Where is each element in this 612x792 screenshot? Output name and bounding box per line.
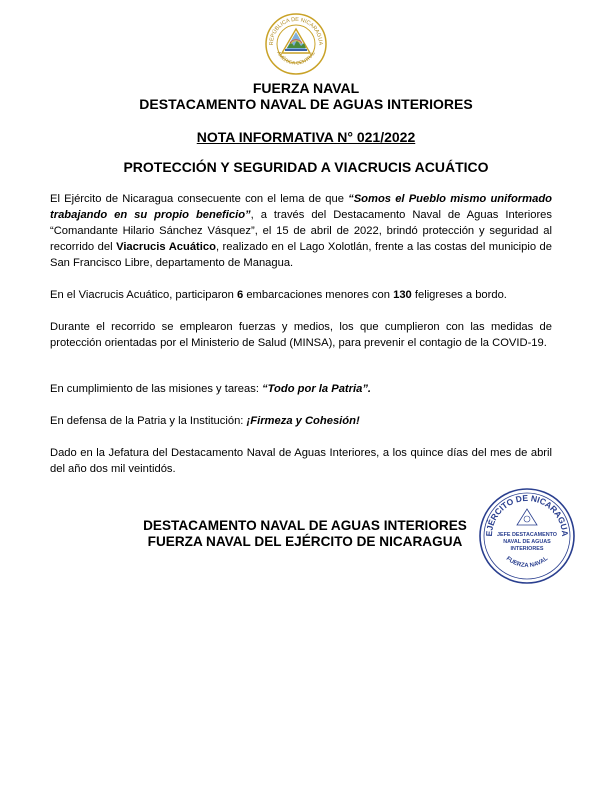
document-title: PROTECCIÓN Y SEGURIDAD A VIACRUCIS ACUÁTICO bbox=[123, 159, 489, 175]
seal-ring-text-top: REPÚBLICA DE NICARAGUA bbox=[268, 16, 324, 46]
stamp-center-line-3: INTERIORES bbox=[510, 546, 544, 552]
signature-line-2: FUERZA NAVAL DEL EJÉRCITO DE NICARAGUA bbox=[147, 534, 463, 549]
paragraph-3: Durante el recorrido se emplearon fuerzas y medios, los que cumplieron con las medidas de protección orientadas por el Ministerio de Salud (MINSA), para prevenir el contagio de la COVID-19. bbox=[50, 321, 552, 349]
p1-text-e: , realizado en el Lago Xolotlán, frente a las costas del municipio de San Francisco Libre, departamento de Managua. bbox=[50, 241, 552, 269]
p1-motto: “Somos el Pueblo mismo uniformado trabajando en su propio beneficio” bbox=[50, 193, 552, 221]
p2-text-c: embarcaciones menores con bbox=[243, 289, 394, 301]
nota-informativa-number bbox=[0, 129, 612, 145]
p1-event-name: Viacrucis Acuático bbox=[116, 241, 216, 253]
paragraph-2 bbox=[50, 287, 552, 303]
coat-of-arms-seal bbox=[264, 12, 328, 76]
signature-line-1: DESTACAMENTO NAVAL DE AGUAS INTERIORES bbox=[143, 518, 467, 533]
stamp-center-line-2: NAVAL DE AGUAS bbox=[503, 539, 551, 545]
p2-boats-count: 6 bbox=[236, 289, 244, 301]
p2-text-e: feligreses a bordo. bbox=[411, 289, 507, 301]
paragraph-6: Dado en la Jefatura del Destacamento Naval de Aguas Interiores, a los quince días del mes de abril del año dos mil veintidós. bbox=[50, 447, 552, 475]
header-line-1: FUERZA NAVAL bbox=[252, 80, 360, 96]
paragraph-5 bbox=[50, 413, 552, 429]
nota-informativa-text: NOTA INFORMATIVA N° 021/2022 bbox=[196, 129, 416, 145]
official-stamp bbox=[478, 487, 576, 585]
stamp-center-line-1: JEFE DESTACAMENTO bbox=[496, 532, 558, 538]
stamp-ring-top: EJÉRCITO DE NICARAGUA bbox=[483, 492, 571, 537]
paragraph-1 bbox=[50, 191, 552, 271]
seal-ring-text-bottom: AMÉRICA CENTRAL bbox=[275, 50, 317, 67]
p2-people-count: 130 bbox=[393, 289, 412, 301]
p1-text-c: , a través del Destacamento Naval de Aguas Interiores “Comandante Hilario Sánchez Vásquez”, el 15 de abril de 2022, brindó protección y seguridad al recorrido del bbox=[50, 209, 552, 253]
stamp-ring-bottom: FUERZA NAVAL bbox=[504, 555, 550, 570]
p2-text-a: En el Viacrucis Acuático, participaron bbox=[50, 289, 237, 301]
p5-slogan: ¡Firmeza y Cohesión! bbox=[246, 415, 360, 427]
p1-text-a: El Ejército de Nicaragua consecuente con el lema de que bbox=[50, 193, 349, 205]
p5-text-a: En defensa de la Patria y la Institución: bbox=[50, 415, 247, 427]
p4-text-a: En cumplimiento de las misiones y tareas: bbox=[50, 383, 263, 395]
p4-slogan: “Todo por la Patria”. bbox=[262, 383, 372, 395]
header-line-2: DESTACAMENTO NAVAL DE AGUAS INTERIORES bbox=[139, 96, 473, 112]
paragraph-4 bbox=[50, 381, 552, 397]
